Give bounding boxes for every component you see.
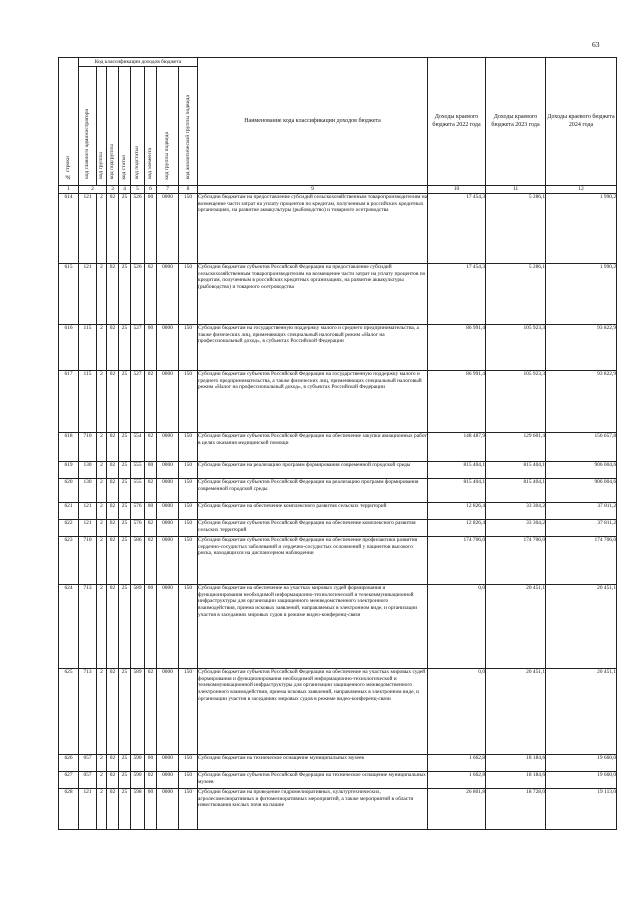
program-code: 0000	[157, 462, 179, 479]
header-program-code: код группы подвида	[157, 67, 179, 186]
program-code: 0000	[157, 479, 179, 503]
row-number: 626	[59, 755, 79, 772]
row-number: 628	[59, 789, 79, 830]
header-2022: Доходы краевого бюджета 2022 года	[428, 58, 486, 186]
subarticle-code: 590	[131, 755, 145, 772]
admin-code: 057	[79, 755, 97, 772]
row-number: 623	[59, 537, 79, 585]
revenue-2022: 86 991,4	[428, 325, 486, 371]
article-code: 25	[119, 433, 131, 462]
table-row	[59, 264, 617, 325]
subarticle-code: 554	[131, 433, 145, 462]
analytic-code: 150	[179, 789, 198, 830]
header-subgroup-code: код подгруппы	[107, 67, 119, 186]
revenue-name: Субсидии бюджетам на предоставление субсидий сельскохозяйственным товаропроизводителям на возмещение части затрат на уплату процентов по кредитам, полученным в российских кредитных организациях, на развитие аквакультуры (рыбоводство) и товарного осетроводства	[198, 194, 428, 264]
admin-code: 713	[79, 669, 97, 755]
analytic-code: 150	[179, 585, 198, 669]
revenue-2024: 1 990,2	[546, 264, 617, 325]
subgroup-code: 02	[107, 520, 119, 537]
element-code: 02	[145, 371, 157, 433]
subgroup-code: 02	[107, 585, 119, 669]
header-classification-group: Код классификации доходов бюджета	[79, 58, 198, 67]
analytic-code: 150	[179, 462, 198, 479]
subarticle-code: 589	[131, 585, 145, 669]
subarticle-code: 586	[131, 537, 145, 585]
subgroup-code: 02	[107, 325, 119, 371]
revenue-2024: 19 660,0	[546, 772, 617, 789]
analytic-code: 150	[179, 755, 198, 772]
table-row	[59, 371, 617, 433]
revenue-2024: 20 451,1	[546, 669, 617, 755]
column-number: 2	[79, 186, 107, 194]
revenue-name: Субсидии бюджетам субъектов Российской Федерации на обеспечение на участках мировых судей формирования и функционирования необходимой информационно-технологической и телекоммуникационной инфраструктуры для организации защищенного межведомственного электронного взаимодействия, приема исковых заявлений, направляемых в электронном виде, и организации участия в заседаниях мировых судов в режиме видео-конференц-связи	[198, 669, 428, 755]
revenue-2023: 174 706,0	[486, 537, 546, 585]
table-row	[59, 462, 617, 479]
column-number: 3	[107, 186, 119, 194]
subgroup-code: 02	[107, 789, 119, 830]
analytic-code: 150	[179, 503, 198, 520]
revenue-name: Субсидии бюджетам на техническое оснащение муниципальных музеев	[198, 755, 428, 772]
revenue-2024: 1 990,2	[546, 194, 617, 264]
article-code: 25	[119, 585, 131, 669]
subgroup-code: 02	[107, 537, 119, 585]
revenue-2023: 18 184,6	[486, 755, 546, 772]
table-body	[59, 194, 617, 830]
element-code: 00	[145, 325, 157, 371]
subarticle-code: 589	[131, 669, 145, 755]
analytic-code: 150	[179, 264, 198, 325]
article-code: 25	[119, 325, 131, 371]
group-code: 2	[97, 264, 107, 325]
article-code: 25	[119, 520, 131, 537]
admin-code: 121	[79, 520, 97, 537]
table-row	[59, 772, 617, 789]
header-name: Наименование кода классификации доходов бюджета	[198, 58, 428, 186]
program-code: 0000	[157, 371, 179, 433]
group-code: 2	[97, 585, 107, 669]
subarticle-code: 527	[131, 325, 145, 371]
program-code: 0000	[157, 194, 179, 264]
revenue-2024: 19 660,0	[546, 755, 617, 772]
group-code: 2	[97, 194, 107, 264]
element-code: 02	[145, 479, 157, 503]
revenue-2022: 1 662,8	[428, 755, 486, 772]
revenue-2023: 33 304,2	[486, 520, 546, 537]
revenue-2022: 26 801,8	[428, 789, 486, 830]
revenue-2022: 815 404,1	[428, 479, 486, 503]
element-code: 00	[145, 194, 157, 264]
header-admin-code: код главного администратора	[79, 67, 97, 186]
row-number: 620	[59, 479, 79, 503]
program-code: 0000	[157, 669, 179, 755]
revenue-name: Субсидии бюджетам на обеспечение комплексного развития сельских территорий	[198, 503, 428, 520]
analytic-code: 150	[179, 537, 198, 585]
row-number: 615	[59, 264, 79, 325]
group-code: 2	[97, 772, 107, 789]
element-code: 02	[145, 669, 157, 755]
revenue-2024: 93 822,9	[546, 371, 617, 433]
row-number: 619	[59, 462, 79, 479]
column-numbers-row	[59, 186, 617, 194]
column-number: 6	[145, 186, 157, 194]
subarticle-code: 526	[131, 264, 145, 325]
group-code: 2	[97, 371, 107, 433]
revenue-2023: 18 184,6	[486, 772, 546, 789]
element-code: 00	[145, 755, 157, 772]
revenue-name: Субсидии бюджетам субъектов Российской Федерации на техническое оснащение муниципальных музеев	[198, 772, 428, 789]
subgroup-code: 02	[107, 462, 119, 479]
subgroup-code: 02	[107, 755, 119, 772]
revenue-2024: 156 657,8	[546, 433, 617, 462]
revenue-2024: 37 811,2	[546, 503, 617, 520]
header-subarticle-code: код подстатьи	[131, 67, 145, 186]
row-number: 625	[59, 669, 79, 755]
admin-code: 710	[79, 537, 97, 585]
row-number: 624	[59, 585, 79, 669]
revenue-2023: 129 601,4	[486, 433, 546, 462]
row-number: 614	[59, 194, 79, 264]
group-code: 2	[97, 479, 107, 503]
subgroup-code: 02	[107, 669, 119, 755]
subarticle-code: 576	[131, 520, 145, 537]
article-code: 25	[119, 669, 131, 755]
revenue-2023: 20 451,1	[486, 669, 546, 755]
revenue-name: Субсидии бюджетам на проведение гидромелиоративных, культуртехнических, агролесомелиоративных и фитомелиоративных мероприятий, а также мероприятий в области известкования кислых почв на пашне	[198, 789, 428, 830]
article-code: 25	[119, 755, 131, 772]
admin-code: 130	[79, 479, 97, 503]
subgroup-code: 02	[107, 479, 119, 503]
group-code: 2	[97, 537, 107, 585]
group-code: 2	[97, 433, 107, 462]
table-row	[59, 520, 617, 537]
article-code: 25	[119, 479, 131, 503]
subarticle-code: 555	[131, 479, 145, 503]
header-row-no: № строки	[59, 58, 79, 186]
table-row	[59, 433, 617, 462]
element-code: 00	[145, 585, 157, 669]
analytic-code: 150	[179, 520, 198, 537]
revenue-2023: 815 404,1	[486, 479, 546, 503]
admin-code: 115	[79, 325, 97, 371]
table-row	[59, 789, 617, 830]
program-code: 0000	[157, 537, 179, 585]
row-number: 617	[59, 371, 79, 433]
revenue-2024: 906 004,6	[546, 479, 617, 503]
subarticle-code: 590	[131, 772, 145, 789]
article-code: 25	[119, 371, 131, 433]
revenue-2024: 20 451,1	[546, 585, 617, 669]
program-code: 0000	[157, 520, 179, 537]
admin-code: 121	[79, 194, 97, 264]
analytic-code: 150	[179, 325, 198, 371]
header-analytic-code: код аналитической группы подвида	[179, 67, 198, 186]
revenue-2023: 18 728,0	[486, 789, 546, 830]
revenue-2024: 19 113,0	[546, 789, 617, 830]
program-code: 0000	[157, 585, 179, 669]
revenue-name: Субсидии бюджетам субъектов Российской Федерации на обеспечение комплексного развития сельских территорий	[198, 520, 428, 537]
revenue-2022: 12 826,4	[428, 503, 486, 520]
header-2024: Доходы краевого бюджета 2024 года	[546, 58, 617, 186]
analytic-code: 150	[179, 669, 198, 755]
page-number: 63	[592, 40, 600, 49]
revenue-2022: 148 487,9	[428, 433, 486, 462]
article-code: 25	[119, 194, 131, 264]
subarticle-code: 526	[131, 194, 145, 264]
column-number: 10	[428, 186, 486, 194]
revenue-2024: 93 822,9	[546, 325, 617, 371]
revenue-2023: 815 404,1	[486, 462, 546, 479]
header-group-code: код группы	[97, 67, 107, 186]
revenue-2023: 20 451,1	[486, 585, 546, 669]
admin-code: 710	[79, 433, 97, 462]
column-number: 1	[59, 186, 79, 194]
revenue-2024: 37 811,2	[546, 520, 617, 537]
analytic-code: 150	[179, 772, 198, 789]
program-code: 0000	[157, 325, 179, 371]
subgroup-code: 02	[107, 772, 119, 789]
article-code: 25	[119, 503, 131, 520]
revenue-2023: 105 923,3	[486, 325, 546, 371]
revenue-name: Субсидии бюджетам на реализацию программ формирования современной городской среды	[198, 462, 428, 479]
column-number: 4	[119, 186, 131, 194]
subarticle-code: 555	[131, 462, 145, 479]
analytic-code: 150	[179, 433, 198, 462]
subgroup-code: 02	[107, 264, 119, 325]
admin-code: 713	[79, 585, 97, 669]
revenue-2022: 0,0	[428, 669, 486, 755]
admin-code: 121	[79, 503, 97, 520]
table-row	[59, 479, 617, 503]
column-number: 12	[546, 186, 617, 194]
revenue-2022: 17 454,3	[428, 264, 486, 325]
revenue-2022: 12 826,4	[428, 520, 486, 537]
element-code: 02	[145, 520, 157, 537]
element-code: 02	[145, 772, 157, 789]
table-row	[59, 669, 617, 755]
revenue-name: Субсидии бюджетам субъектов Российской Федерации на реализацию программ формирования современной городской среды	[198, 479, 428, 503]
program-code: 0000	[157, 755, 179, 772]
subgroup-code: 02	[107, 371, 119, 433]
group-code: 2	[97, 520, 107, 537]
revenue-2023: 5 286,1	[486, 194, 546, 264]
subarticle-code: 598	[131, 789, 145, 830]
column-number: 11	[486, 186, 546, 194]
group-code: 2	[97, 755, 107, 772]
subarticle-code: 576	[131, 503, 145, 520]
revenue-name: Субсидии бюджетам субъектов Российской Федерации на государственную поддержку малого и среднего предпринимательства, а также физических лиц, применяющих специальный налоговый режим «Налог на профессиональный доход», в субъектах Российской Федерации	[198, 371, 428, 433]
table-row	[59, 755, 617, 772]
revenue-2022: 174 706,0	[428, 537, 486, 585]
revenue-2023: 5 286,1	[486, 264, 546, 325]
table-row	[59, 194, 617, 264]
program-code: 0000	[157, 264, 179, 325]
subgroup-code: 02	[107, 503, 119, 520]
column-number: 5	[131, 186, 145, 194]
program-code: 0000	[157, 789, 179, 830]
row-number: 622	[59, 520, 79, 537]
revenue-2024: 174 706,0	[546, 537, 617, 585]
row-number: 618	[59, 433, 79, 462]
element-code: 00	[145, 789, 157, 830]
element-code: 00	[145, 503, 157, 520]
element-code: 02	[145, 433, 157, 462]
admin-code: 115	[79, 371, 97, 433]
header-element-code: код элемента	[145, 67, 157, 186]
revenue-2022: 86 991,4	[428, 371, 486, 433]
element-code: 02	[145, 537, 157, 585]
header-article-code: код статьи	[119, 67, 131, 186]
row-number: 621	[59, 503, 79, 520]
group-code: 2	[97, 669, 107, 755]
revenue-2024: 906 004,6	[546, 462, 617, 479]
table-row	[59, 503, 617, 520]
table-row	[59, 325, 617, 371]
revenue-name: Субсидии бюджетам субъектов Российской Федерации на обеспечение закупки авиационных работ в целях оказания медицинской помощи	[198, 433, 428, 462]
header-2023: Доходы краевого бюджета 2023 года	[486, 58, 546, 186]
group-code: 2	[97, 789, 107, 830]
column-number: 7	[157, 186, 179, 194]
program-code: 0000	[157, 503, 179, 520]
subgroup-code: 02	[107, 194, 119, 264]
analytic-code: 150	[179, 479, 198, 503]
revenue-name: Субсидии бюджетам субъектов Российской Федерации на обеспечение профилактики развития сердечно-сосудистых заболеваний и сердечно-сосудистых осложнений у пациентов высокого риска, находящихся на диспансерном наблюдении	[198, 537, 428, 585]
revenue-2023: 33 304,2	[486, 503, 546, 520]
revenue-2022: 0,0	[428, 585, 486, 669]
analytic-code: 150	[179, 371, 198, 433]
element-code: 00	[145, 462, 157, 479]
program-code: 0000	[157, 433, 179, 462]
admin-code: 121	[79, 264, 97, 325]
article-code: 25	[119, 789, 131, 830]
article-code: 25	[119, 772, 131, 789]
element-code: 02	[145, 264, 157, 325]
revenue-2022: 17 454,3	[428, 194, 486, 264]
analytic-code: 150	[179, 194, 198, 264]
row-number: 627	[59, 772, 79, 789]
group-code: 2	[97, 503, 107, 520]
column-number: 8	[179, 186, 198, 194]
article-code: 25	[119, 264, 131, 325]
revenue-2022: 1 662,8	[428, 772, 486, 789]
table-row	[59, 537, 617, 585]
subarticle-code: 527	[131, 371, 145, 433]
revenue-2022: 815 404,1	[428, 462, 486, 479]
admin-code: 057	[79, 772, 97, 789]
revenue-name: Субсидии бюджетам на государственную поддержку малого и среднего предпринимательства, а также физических лиц, применяющих специальный налоговый режим «Налог на профессиональный доход», в субъектах Российской Федерации	[198, 325, 428, 371]
table-row	[59, 585, 617, 669]
row-number: 616	[59, 325, 79, 371]
revenue-table	[58, 57, 617, 830]
article-code: 25	[119, 462, 131, 479]
admin-code: 121	[79, 789, 97, 830]
article-code: 25	[119, 537, 131, 585]
group-code: 2	[97, 462, 107, 479]
revenue-name: Субсидии бюджетам субъектов Российской Федерации на предоставление субсидий сельскохозяйственным товаропроизводителям на возмещение части затрат на уплату процентов по кредитам, полученным в российских кредитных организациях, на развитие аквакультуры (рыбоводство) и товарного осетроводства	[198, 264, 428, 325]
revenue-name: Субсидии бюджетам на обеспечение на участках мировых судей формирования и функционирования необходимой информационно-технологической и телекоммуникационной инфраструктуры для организации защищенного межведомственного электронного взаимодействия, приема исковых заявлений, направляемых в электронном виде, и организации участия в заседаниях мировых судов в режиме видео-конференц-связи	[198, 585, 428, 669]
column-number: 9	[198, 186, 428, 194]
admin-code: 130	[79, 462, 97, 479]
revenue-2023: 105 923,3	[486, 371, 546, 433]
program-code: 0000	[157, 772, 179, 789]
group-code: 2	[97, 325, 107, 371]
subgroup-code: 02	[107, 433, 119, 462]
